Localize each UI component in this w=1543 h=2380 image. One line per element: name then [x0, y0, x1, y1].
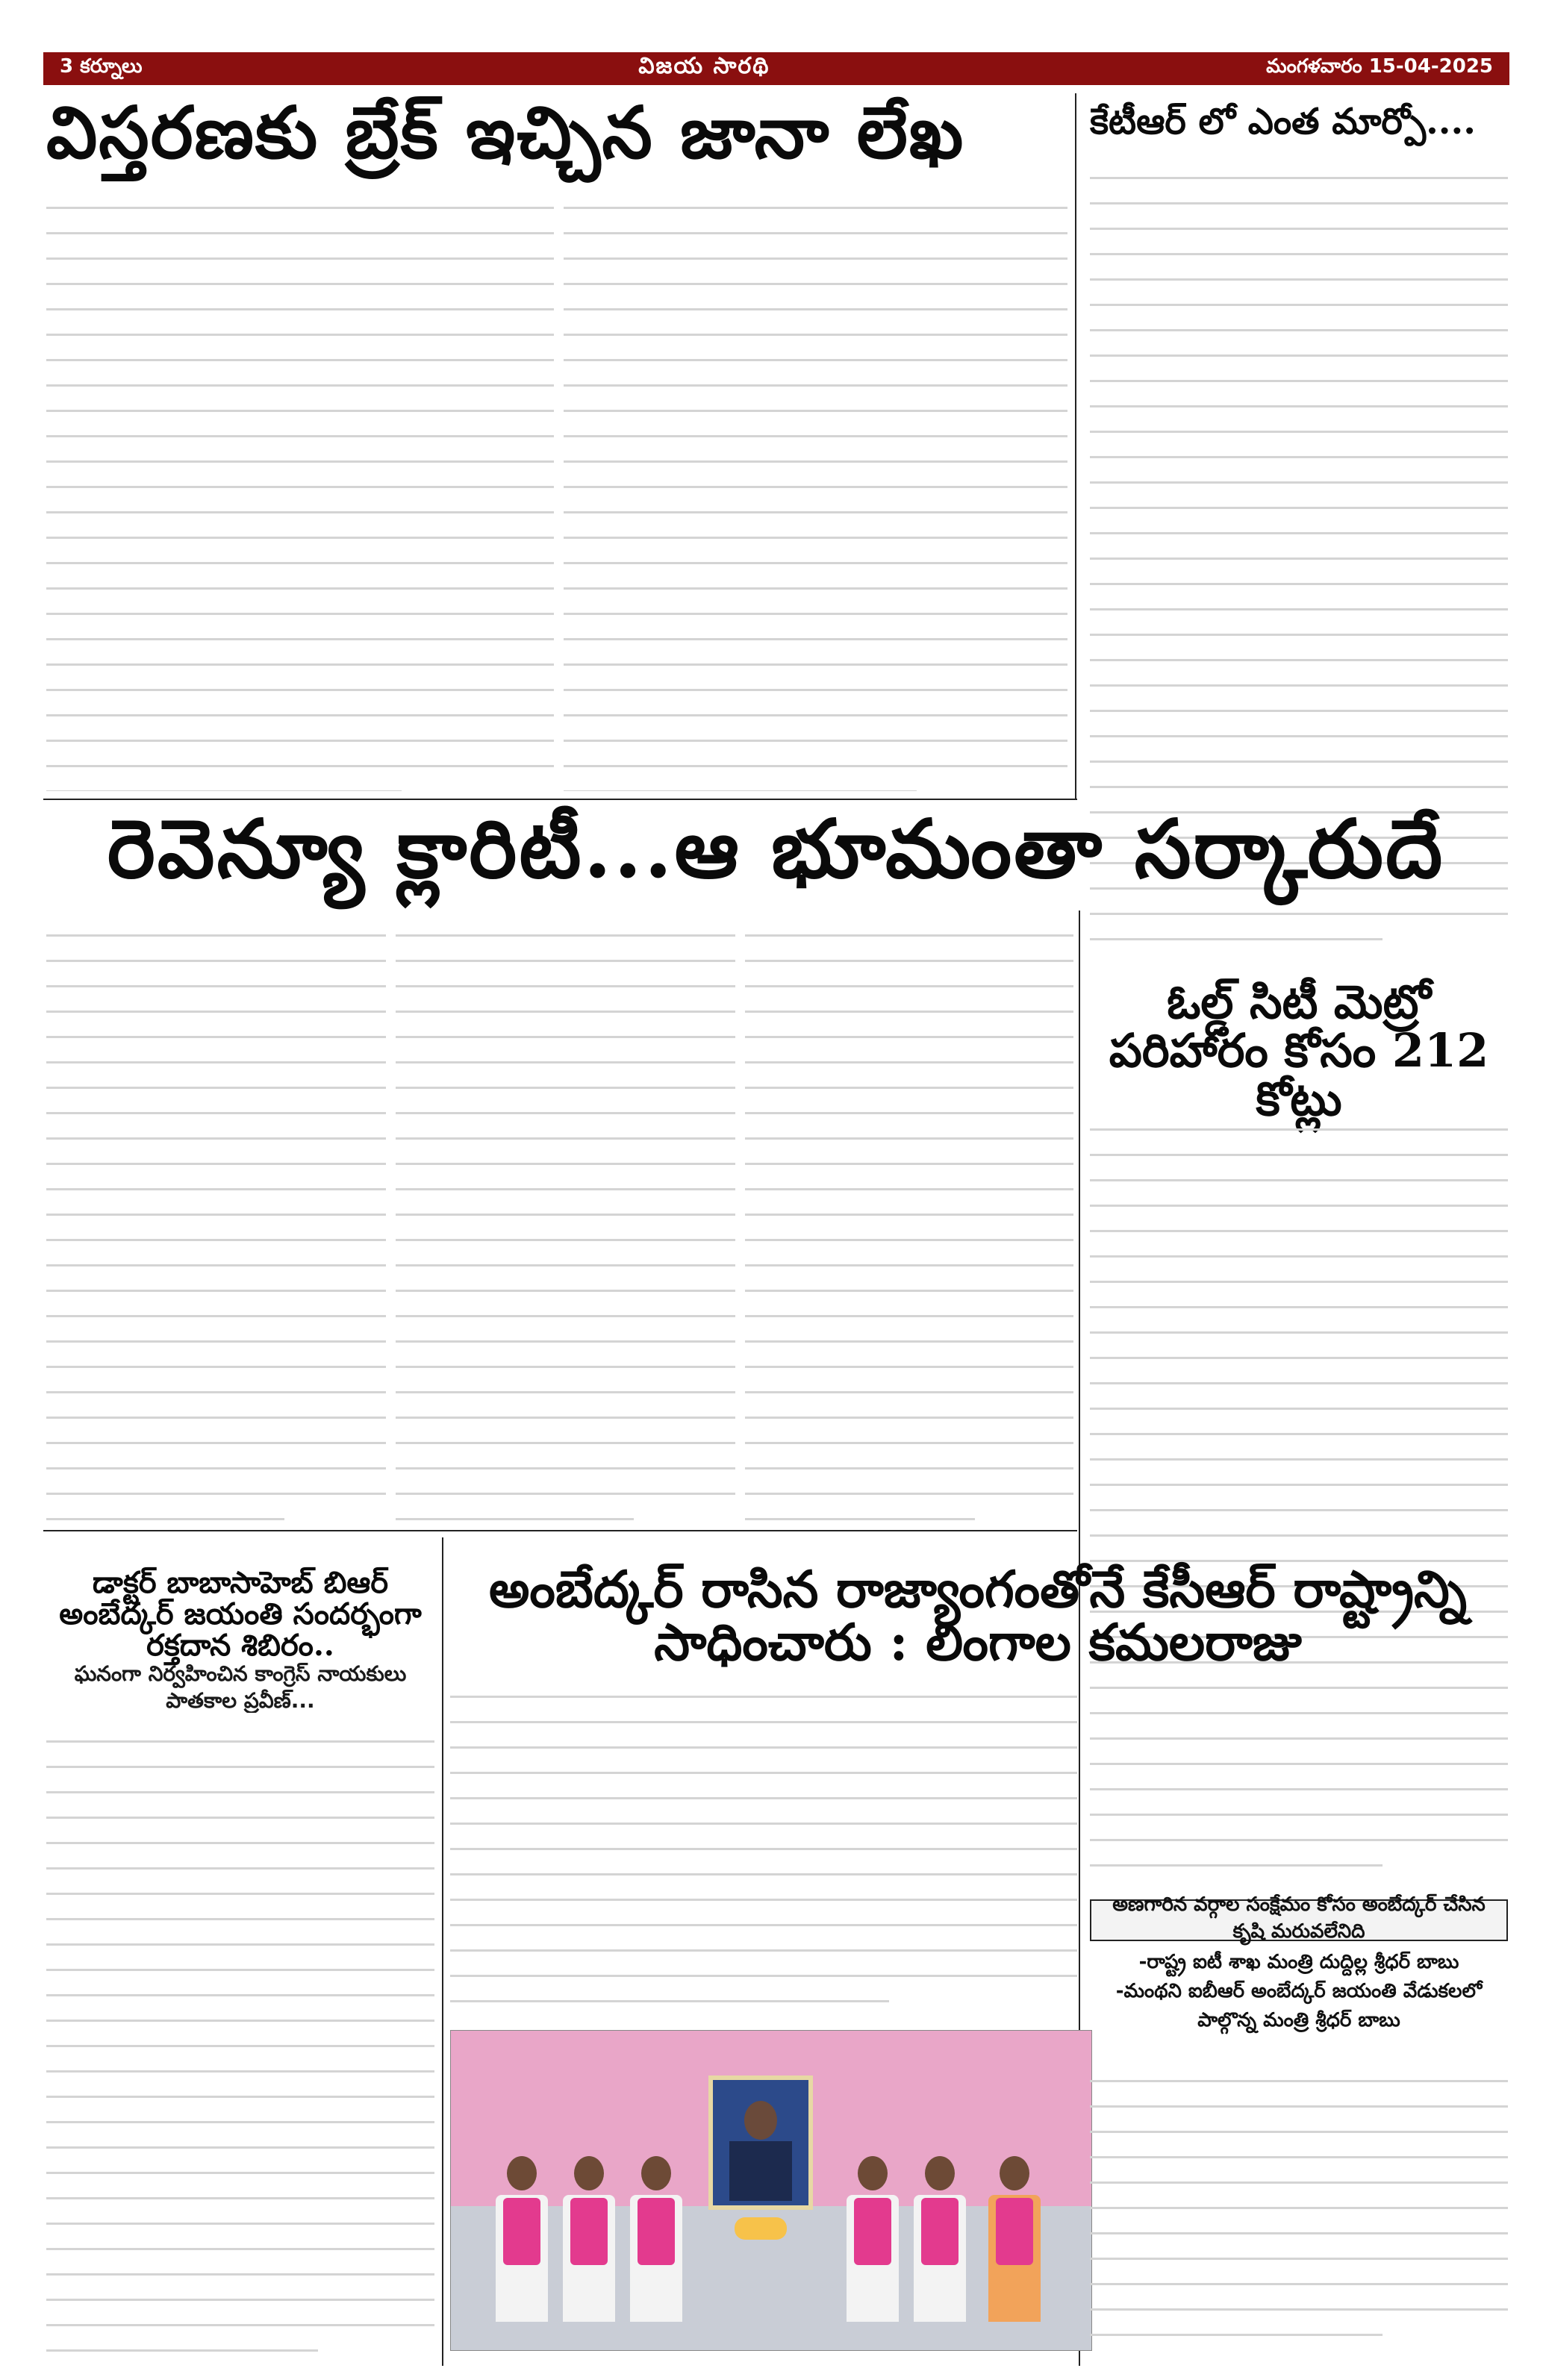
- main-headline: విస్తరణకు బ్రేక్ ఇచ్చిన జానా లేఖ: [46, 90, 965, 175]
- revenue-headline: రెవెన్యూ క్లారిటీ...ఆ భూమంతా సర్కారుదే: [107, 802, 1445, 896]
- welfare-subline-2: -మంథని ఐబీఆర్ అంబేద్కర్ జయంతి వేడుకలలో పాల్గొన్న మంత్రి శ్రీధర్ బాబు: [1115, 1980, 1483, 2031]
- blood-camp-article-column: [46, 1720, 434, 2362]
- flower-garland: [735, 2217, 787, 2240]
- revenue-article-column-1: [46, 914, 386, 1522]
- date-line: మంగళవారం 15-04-2025: [1266, 55, 1493, 78]
- newspaper-name: విజయ సారథి: [638, 53, 770, 79]
- masthead: [43, 52, 1509, 85]
- column-rule: [442, 1537, 443, 2366]
- blood-camp-subheading: ఘనంగా నిర్వహించిన కాంగ్రెస్ నాయకులు పాతకాల ప్రవీణ్...: [74, 1661, 407, 1713]
- column-rule: [1075, 93, 1076, 799]
- section-rule: [43, 799, 1077, 800]
- edition-label: 3 కర్నూలు: [60, 55, 143, 78]
- metro-article-column: [1090, 1108, 1508, 1888]
- welfare-subline-1: -రాష్ట్ర ఐటీ శాఖ మంత్రి దుద్దిల్ల శ్రీధర్ బాబు: [1138, 1951, 1459, 1973]
- ambedkar-article-column: [450, 1675, 1077, 2019]
- welfare-box-title: అణగారిన వర్గాల సంక్షేమం కోసం అంబేద్కర్ చేసిన కృషి మరువలేనిది: [1090, 1899, 1508, 1941]
- welfare-article-column: [1090, 2060, 1508, 2358]
- event-photo: [450, 2030, 1092, 2351]
- blood-camp-headline: డాక్టర్ బాబాసాహెబ్ బిఆర్ అంబేద్కర్ జయంతి సందర్భంగా రక్తదాన శిబిరం..: [59, 1565, 422, 1663]
- welfare-box-subtitle: [1090, 1948, 1508, 2035]
- side-headline: కేటీఆర్ లో ఎంత మార్పో....: [1090, 101, 1476, 143]
- metro-headline: ఓల్డ్ సిటీ మెట్రో పరిహారం కోసం 212 కోట్లు: [1109, 975, 1489, 1127]
- ambedkar-headline: అంబేద్కర్ రాసిన రాజ్యాంగంతోనే కేసీఆర్ రాష్ట్రాన్ని సాధించారు : లింగాల కమలరాజు: [489, 1560, 1467, 1673]
- revenue-article-column-3: [745, 914, 1073, 1522]
- ambedkar-portrait: [708, 2076, 813, 2210]
- revenue-article-column-2: [396, 914, 735, 1522]
- section-rule: [43, 1530, 1077, 1531]
- main-article-column-1: [46, 187, 554, 791]
- main-article-column-2: [564, 187, 1067, 791]
